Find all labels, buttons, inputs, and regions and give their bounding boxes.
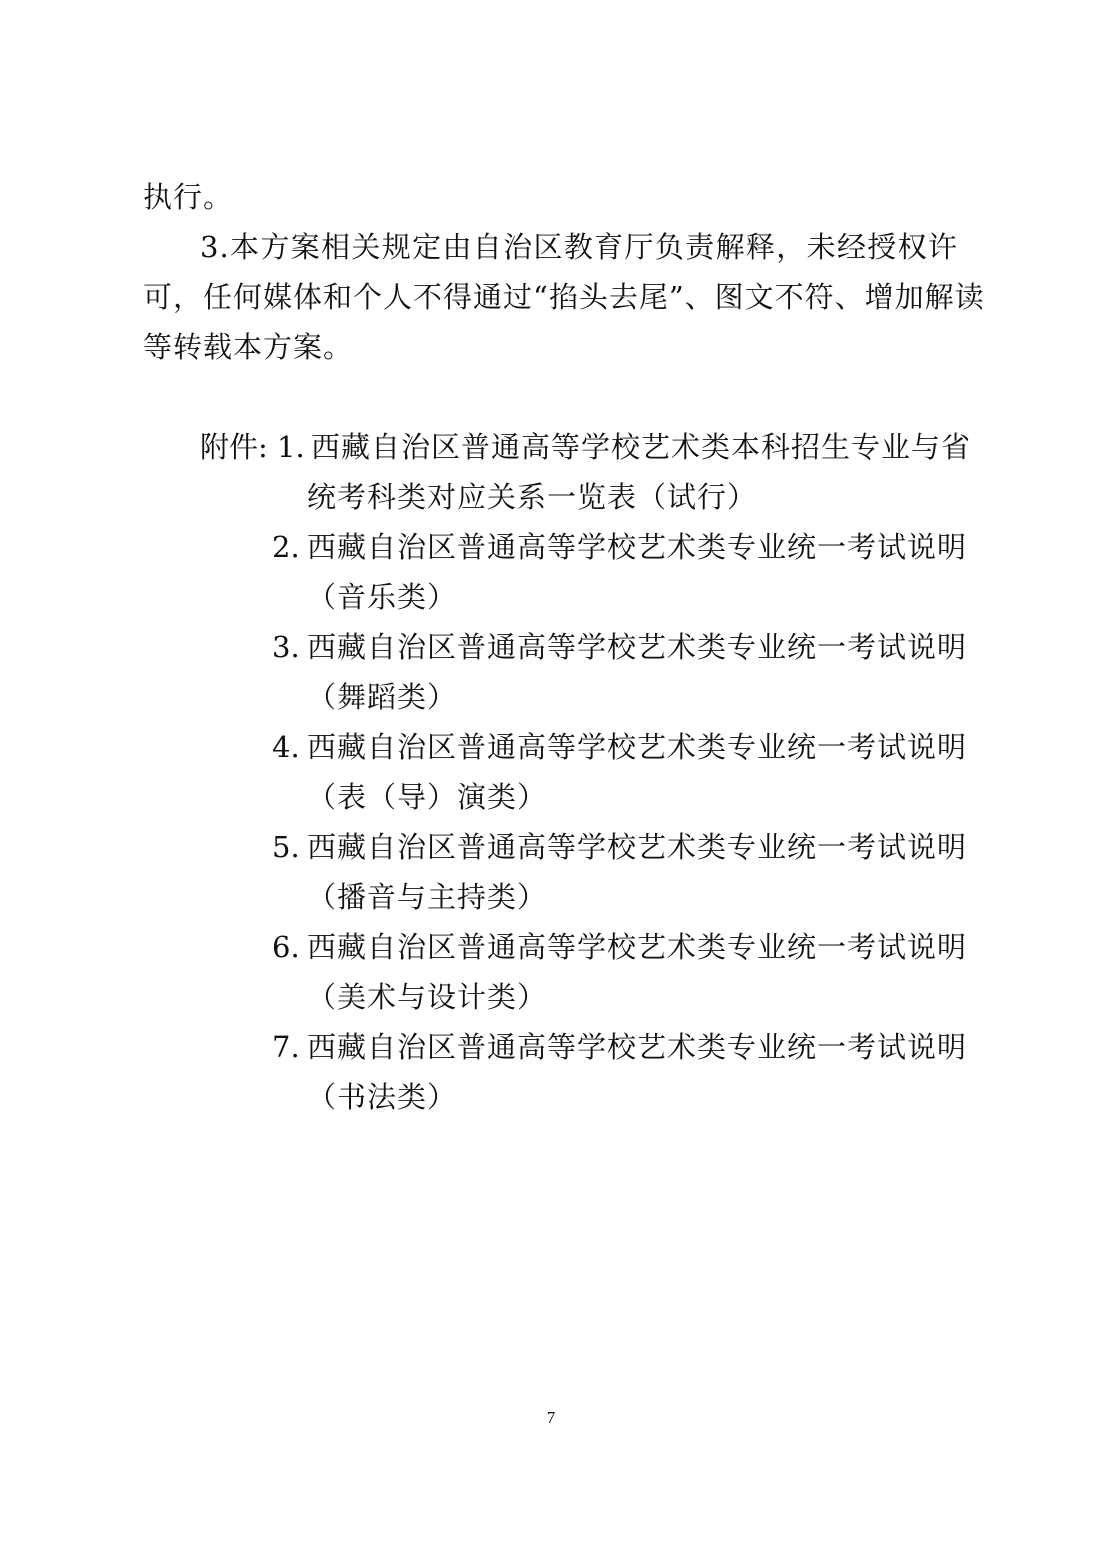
attachment-number: 3.: [272, 630, 300, 664]
attachment-number: 6.: [272, 930, 300, 964]
attachments-label: 附件:: [200, 430, 268, 464]
attachment-title: 西藏自治区普通高等学校艺术类专业统一考试说明: [307, 1030, 968, 1064]
attachment-title-continuation: （舞蹈类）: [307, 680, 458, 714]
attachment-title: 西藏自治区普通高等学校艺术类专业统一考试说明: [307, 730, 968, 764]
body-line: 可，任何媒体和个人不得通过“掐头去尾”、图文不符、增加解读: [143, 280, 985, 314]
attachment-title: 西藏自治区普通高等学校艺术类专业统一考试说明: [307, 930, 968, 964]
attachment-title-continuation: （美术与设计类）: [307, 980, 548, 1014]
body-line: 执行。: [143, 180, 234, 214]
attachment-title-continuation: 统考科类对应关系一览表（试行）: [307, 480, 758, 514]
attachment-title-continuation: （表（导）演类）: [307, 780, 548, 814]
attachment-title: 西藏自治区普通高等学校艺术类专业统一考试说明: [307, 830, 968, 864]
attachment-title-continuation: （音乐类）: [307, 580, 458, 614]
body-line: 等转载本方案。: [143, 330, 354, 364]
attachment-title: 西藏自治区普通高等学校艺术类本科招生专业与省: [311, 430, 972, 464]
page-number: 7: [546, 1408, 556, 1427]
attachment-number: 1.: [277, 430, 305, 464]
attachment-number: 2.: [272, 530, 300, 564]
attachment-title-continuation: （播音与主持类）: [307, 880, 548, 914]
attachment-number: 7.: [272, 1030, 300, 1064]
attachment-number: 4.: [272, 730, 300, 764]
body-line: 3.本方案相关规定由自治区教育厅负责解释，未经授权许: [200, 230, 958, 264]
attachment-title: 西藏自治区普通高等学校艺术类专业统一考试说明: [307, 630, 968, 664]
attachment-title-continuation: （书法类）: [307, 1080, 458, 1114]
attachment-number: 5.: [272, 830, 300, 864]
attachment-title: 西藏自治区普通高等学校艺术类专业统一考试说明: [307, 530, 968, 564]
